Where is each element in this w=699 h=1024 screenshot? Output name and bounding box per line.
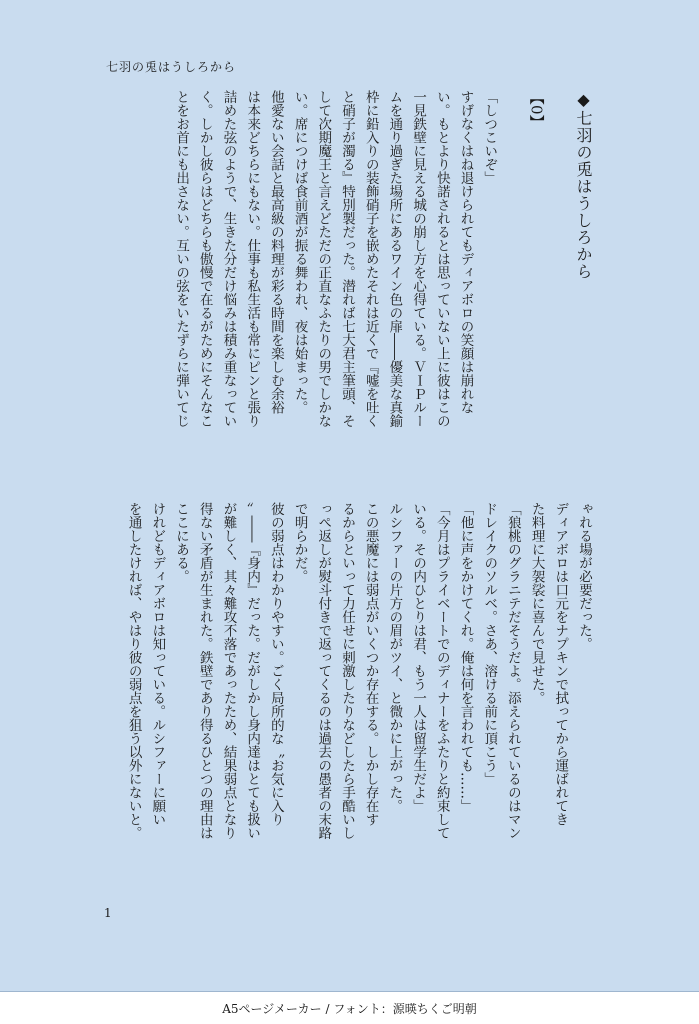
text-line: ディアボロは口元をナプキンで拭ってから運ばれてき: [552, 502, 569, 826]
text-line: この悪魔には弱点がいくつか存在する。しかし存在す: [362, 502, 379, 826]
text-line: い。もとより快諾されるとは思っていない上に彼はこの: [433, 90, 450, 428]
page-number: 1: [104, 906, 112, 920]
heading-spacer: [500, 90, 524, 470]
text-line: が難しく、其々難攻不落であったため、結果弱点となり: [220, 502, 237, 840]
chapter-heading: 【0】: [527, 90, 546, 130]
text-line: 得ない矛盾が生まれた。鉄壁であり得るひとつの理由は: [196, 502, 213, 840]
text-line: 枠に鉛入りの装飾硝子を嵌めたそれは近くで『嘘を吐く: [362, 90, 379, 428]
text-line: く。しかし彼らはどちらも傲慢で在るがためにそんなこ: [196, 90, 213, 428]
running-title: 七羽の兎はうしろから: [106, 60, 237, 74]
text-line: いる。その内ひとりは君、もう一人は留学生だよ」: [410, 502, 427, 813]
text-line: 「狼桃のグラニテだそうだよ。添えられているのはマン: [504, 502, 521, 840]
text-line: すげなくはね退けられてもディアボロの笑顔は崩れな: [457, 90, 474, 414]
text-line: 彼の弱点はわかりやすい。ごく局所的な〝お気に入り: [267, 502, 284, 826]
text-line: ここにある。: [173, 502, 190, 583]
text-line: と硝子が濁る』特別製だった。潜れば七大君主筆頭、そ: [339, 90, 355, 428]
text-line: とをお首にも出さない。互いの弦をいたずらに弾いてじ: [173, 90, 190, 428]
text-line: 「今月はプライベートでのディナーをふたりと約束して: [433, 502, 450, 840]
text-line: い。席につけば食前酒が振る舞われ、夜は始まった。: [291, 90, 308, 414]
text-line: で明らかだ。: [291, 502, 308, 583]
text-line: ゃれる場が必要だった。: [576, 502, 592, 651]
text-line: 一見鉄壁に見える城の崩し方を心得ている。ＶＩＰルー: [410, 90, 427, 428]
text-line: 「しつこいぞ」: [481, 90, 498, 185]
text-line: 〟――『身内』だった。だがしかし身内達はとても扱い: [244, 502, 261, 840]
text-line: た料理に大袈裟に喜んで見せた。: [528, 502, 545, 705]
text-line: っぺ返しが熨斗付きで返ってくるのは過去の愚者の末路: [315, 502, 332, 840]
text-line: 他愛ない会話と最高級の料理が彩る時間を楽しむ余裕: [267, 90, 284, 414]
text-line: るからといって力任せに刺激したりなどしたら手酷いし: [338, 502, 355, 840]
top-text-column: [168, 90, 595, 470]
text-line: けれどもディアボロは知っている。ルシファーに願い: [149, 502, 166, 826]
story-title: ◆七羽の兎はうしろから: [574, 90, 593, 280]
footer-credit: A5ページメーカー / フォント：源暎ちくご明朝: [0, 992, 699, 1024]
title-spacer: [548, 90, 572, 470]
text-line: は本来どちらにもない。仕事も私生活も常にピンと張り: [244, 90, 261, 428]
bottom-text-column: [121, 502, 595, 884]
text-line: ムを通り過ぎた場所にあるワイン色の扉――優美な真鍮: [386, 90, 403, 428]
text-line: ルシファーの片方の眉がツイ、と微かに上がった。: [386, 502, 403, 813]
text-line: 詰めた弦のようで、生きた分だけ悩みは積み重なってい: [220, 90, 237, 428]
text-line: を通したければ、やはり彼の弱点を狙う以外にないと。: [125, 502, 142, 840]
text-line: 「他に声をかけてくれ。俺は何を言われても……」: [457, 502, 474, 813]
text-line: して次期魔王と言えどただの正直なふたりの男でしかな: [315, 90, 332, 428]
text-line: ドレイクのソルベ。さあ、溶ける前に頂こう」: [481, 502, 498, 786]
